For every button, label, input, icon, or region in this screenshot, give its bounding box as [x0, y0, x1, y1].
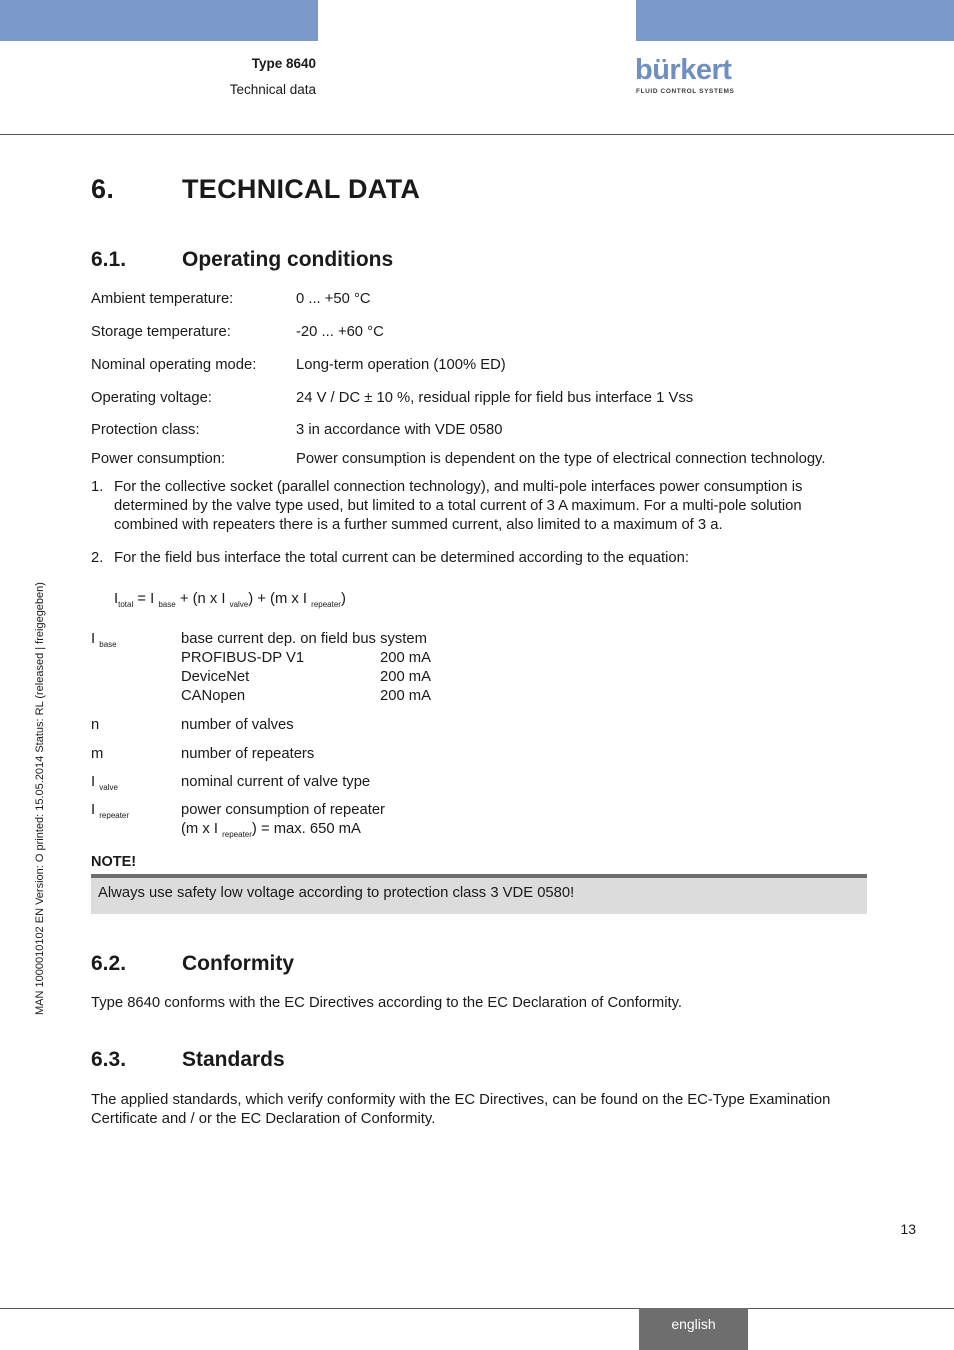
def-symbol: I $_{valve}$ — [91, 774, 118, 792]
page-number: 13 — [900, 1221, 916, 1237]
section-title: Standards — [182, 1048, 285, 1071]
language-tab: english — [639, 1308, 748, 1350]
list-number: 2. — [91, 550, 104, 566]
bus-value: 200 mA — [380, 650, 431, 666]
condition-value: -20 ... +60 °C — [296, 324, 384, 340]
current-equation: $I_{total} = I$ $_{base}$ + (n x I $_{valve}$) + (m x I $_{repeater}$) — [114, 591, 346, 609]
chapter-title — [91, 174, 420, 205]
header-bar-left — [0, 0, 318, 41]
section-title: Conformity — [182, 952, 294, 975]
standards-text: Certificate and / or the EC Declaration of Conformity. — [91, 1111, 436, 1127]
condition-label: Protection class: — [91, 422, 200, 438]
header-divider — [0, 134, 954, 135]
section-heading-conformity — [91, 952, 294, 976]
footer-divider — [0, 1308, 954, 1309]
condition-value: 24 V / DC ± 10 %, residual ripple for field bus interface 1 Vss — [296, 390, 694, 406]
def-symbol: m — [91, 746, 104, 762]
burkert-logo: bürkert — [635, 54, 732, 86]
list-number: 1. — [91, 479, 104, 495]
def-description: power consumption of repeater — [181, 802, 385, 818]
def-description: number of valves — [181, 717, 294, 733]
standards-text: The applied standards, which verify conformity with the EC Directives, can be found on the EC-Type Examination — [91, 1092, 831, 1108]
note-text: Always use safety low voltage according to protection class 3 VDE 0580! — [98, 885, 575, 901]
logo-tagline: FLUID CONTROL SYSTEMS — [636, 88, 735, 95]
def-symbol: I $_{base}$ — [91, 631, 117, 649]
section-number: 6.1. — [91, 248, 127, 271]
def-symbol: I $_{repeater}$ — [91, 802, 130, 820]
list-item-text: For the field bus interface the total current can be determined according to the equation: — [114, 550, 689, 566]
condition-value: 0 ... +50 °C — [296, 291, 371, 307]
def-symbol: n — [91, 717, 100, 733]
list-item-text: For the collective socket (parallel connection technology), and multi-pole interfaces power consumption is — [114, 479, 803, 495]
header-type: Type 8640 — [251, 56, 316, 71]
condition-value: Long-term operation (100% ED) — [296, 357, 506, 373]
bus-name: PROFIBUS-DP V1 — [181, 650, 305, 666]
bus-value: 200 mA — [380, 688, 431, 704]
condition-label: Storage temperature: — [91, 324, 231, 340]
list-item-text: determined by the valve type used, but limited to a total current of 3 A maximum. For a multi-pole solution — [114, 498, 802, 514]
def-description-formula: (m x I $_{repeater}$) = max. 650 mA — [181, 821, 361, 839]
condition-value: Power consumption is dependent on the type of electrical connection technology. — [296, 451, 826, 467]
header-subtitle: Technical data — [229, 82, 316, 97]
section-title: Operating conditions — [182, 248, 394, 271]
note-label: NOTE! — [91, 854, 137, 870]
bus-value: 200 mA — [380, 669, 431, 685]
bus-name: CANopen — [181, 688, 246, 704]
condition-label: Ambient temperature: — [91, 291, 234, 307]
condition-label: Nominal operating mode: — [91, 357, 257, 373]
def-description: number of repeaters — [181, 746, 315, 762]
list-item-text: combined with repeaters there is a further summed current, also limited to a maximum of 3 a. — [114, 517, 723, 533]
def-description: base current dep. on field bus system — [181, 631, 427, 647]
bus-name: DeviceNet — [181, 669, 250, 685]
section-heading-operating — [91, 248, 393, 272]
section-number: 6.3. — [91, 1048, 127, 1071]
chapter-number: 6. — [91, 174, 115, 204]
document-id-sidebar: MAN 1000010102 EN Version: O printed: 15.05.2014 Status: RL (released | freigegeben) — [34, 582, 46, 1015]
def-description: nominal current of valve type — [181, 774, 371, 790]
condition-label: Operating voltage: — [91, 390, 212, 406]
header-bar-right — [636, 0, 954, 41]
condition-label: Power consumption: — [91, 451, 226, 467]
chapter-text: TECHNICAL DATA — [182, 174, 421, 204]
condition-value: 3 in accordance with VDE 0580 — [296, 422, 503, 438]
section-number: 6.2. — [91, 952, 127, 975]
section-heading-standards — [91, 1048, 285, 1072]
conformity-text: Type 8640 conforms with the EC Directives according to the EC Declaration of Conformity. — [91, 995, 683, 1011]
